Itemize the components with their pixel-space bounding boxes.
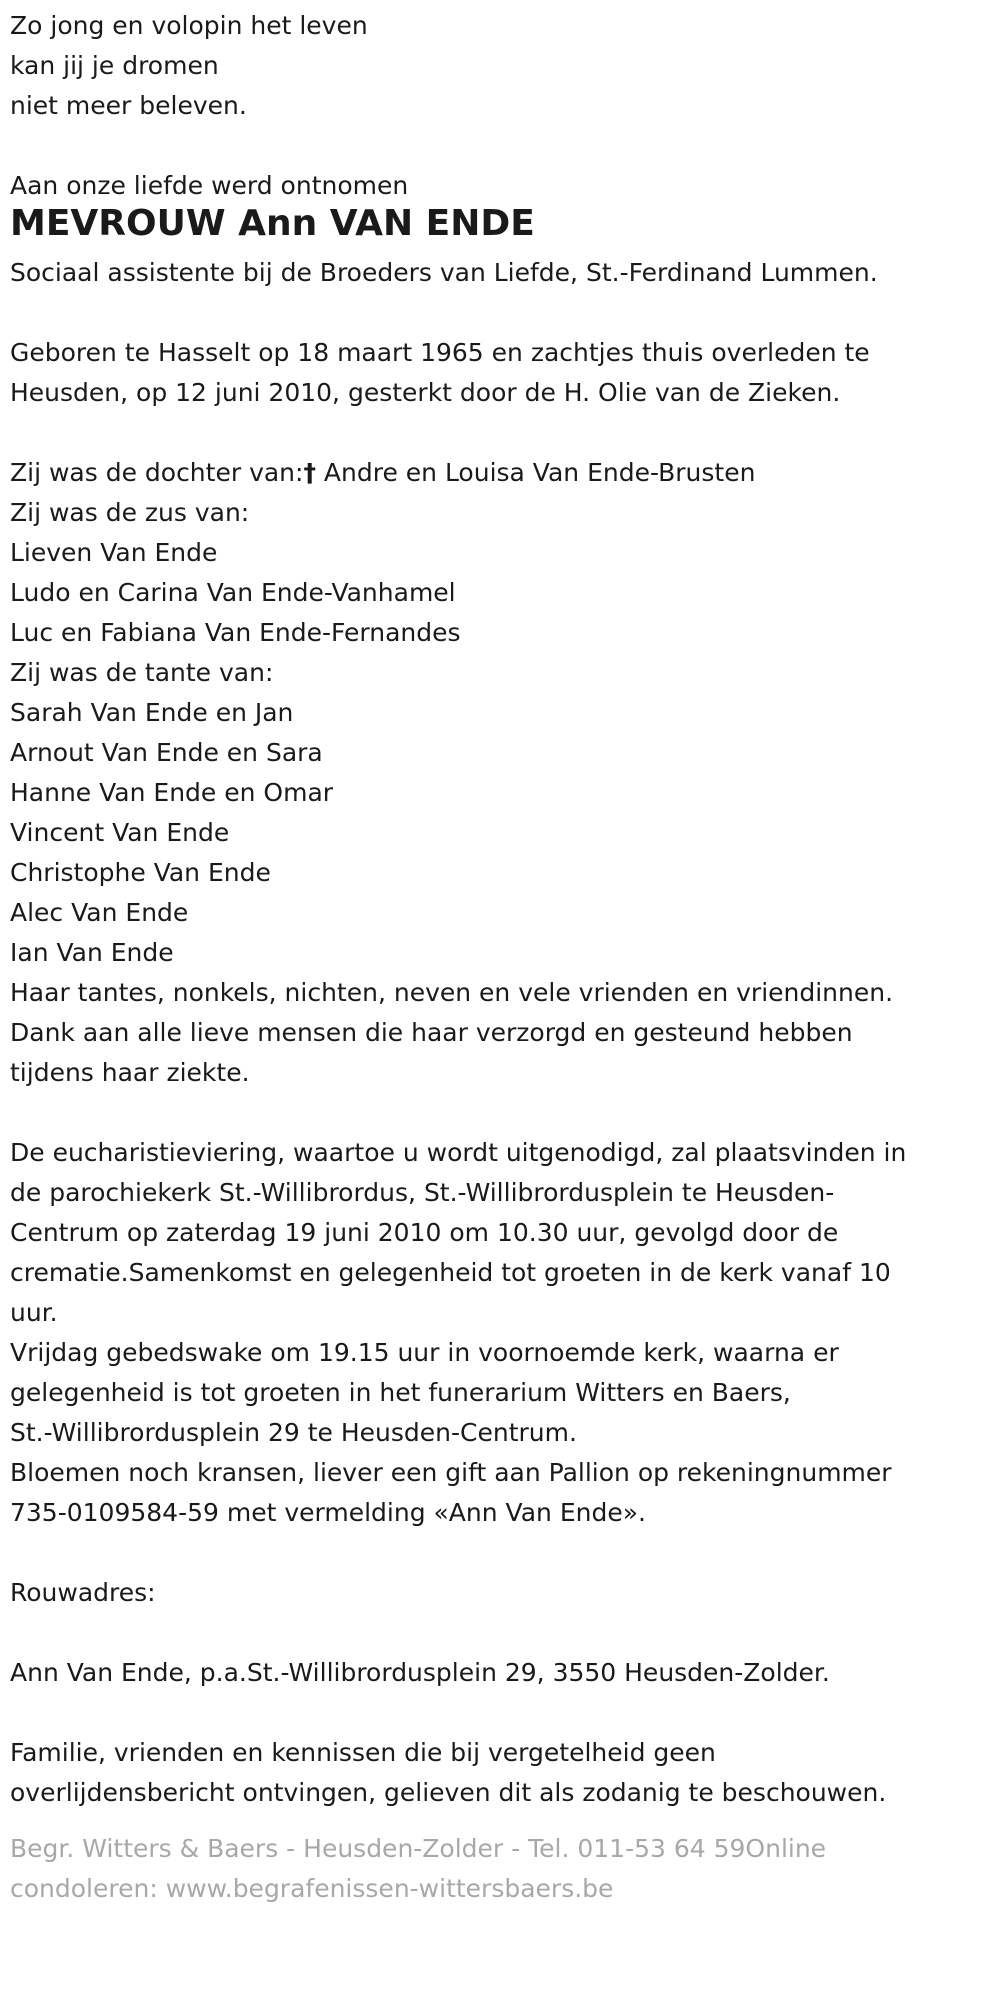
occupation-text: Sociaal assistente bij de Broeders van Liefde, St.-Ferdinand Lummen.	[10, 258, 878, 287]
ceremony-line: Centrum op zaterdag 19 juni 2010 om 10.30 uur, gevolgd door de	[10, 1218, 839, 1247]
family-line: Vincent Van Ende	[10, 818, 230, 847]
deceased-name: MEVROUW Ann VAN ENDE	[10, 203, 535, 244]
family-line: Lieven Van Ende	[10, 538, 218, 567]
ceremony-line: de parochiekerk St.-Willibrordus, St.-Willibrordusplein te Heusden-	[10, 1178, 835, 1207]
ceremony-line: crematie.Samenkomst en gelegenheid tot groeten in de kerk vanaf 10	[10, 1258, 891, 1287]
family-line: Christophe Van Ende	[10, 858, 271, 887]
footer-line: Begr. Witters & Baers - Heusden-Zolder - Tel. 011-53 64 59Online	[10, 1834, 827, 1863]
family-line: Zij was de zus van:	[10, 498, 250, 527]
poem	[10, 6, 990, 126]
mourning-address-label: Rouwadres:	[10, 1578, 156, 1607]
ceremony-section	[10, 1133, 990, 1533]
spacer	[10, 293, 990, 333]
family-line: tijdens haar ziekte.	[10, 1058, 250, 1087]
birth-death-line: Geboren te Hasselt op 18 maart 1965 en zachtjes thuis overleden te	[10, 338, 870, 367]
family-line: Hanne Van Ende en Omar	[10, 778, 334, 807]
birth-death-section	[10, 333, 990, 413]
intro-text: Aan onze liefde werd ontnomen	[10, 171, 409, 200]
ceremony-line: 735-0109584-59 met vermelding «Ann Van Ende».	[10, 1498, 646, 1527]
spacer	[10, 1613, 990, 1653]
family-line: Dank aan alle lieve mensen die haar verzorgd en gesteund hebben	[10, 1018, 853, 1047]
family-line: Ludo en Carina Van Ende-Vanhamel	[10, 578, 456, 607]
cross-icon: †	[303, 458, 316, 487]
spacer	[10, 413, 990, 453]
ceremony-line: De eucharistieviering, waartoe u wordt uitgenodigd, zal plaatsvinden in	[10, 1138, 907, 1167]
family-line: Sarah Van Ende en Jan	[10, 698, 294, 727]
footer-line: condoleren: www.begrafenissen-wittersbaers.be	[10, 1874, 614, 1903]
poem-line: niet meer beleven.	[10, 91, 247, 120]
parents-names: Andre en Louisa Van Ende-Brusten	[315, 458, 756, 487]
ceremony-line: gelegenheid is tot groeten in het funerarium Witters en Baers,	[10, 1378, 791, 1407]
daughter-of-line	[10, 453, 990, 493]
title-wrap	[10, 203, 990, 252]
family-line: Ian Van Ende	[10, 938, 174, 967]
daughter-of-label: Zij was de dochter van:	[10, 458, 304, 487]
ceremony-line: uur.	[10, 1298, 58, 1327]
ceremony-line: Vrijdag gebedswake om 19.15 uur in voornoemde kerk, waarna er	[10, 1338, 839, 1367]
family-line: Alec Van Ende	[10, 898, 189, 927]
ceremony-line: St.-Willibrordusplein 29 te Heusden-Centrum.	[10, 1418, 577, 1447]
poem-line: kan jij je dromen	[10, 51, 219, 80]
ceremony-line: Bloemen noch kransen, liever een gift aan Pallion op rekeningnummer	[10, 1458, 892, 1487]
spacer	[10, 1693, 990, 1733]
poem-line: Zo jong en volopin het leven	[10, 11, 368, 40]
birth-death-line: Heusden, op 12 juni 2010, gesterkt door de H. Olie van de Zieken.	[10, 378, 841, 407]
spacer	[10, 126, 990, 166]
footer	[10, 1829, 990, 1909]
family-line: Zij was de tante van:	[10, 658, 274, 687]
closing-line: Familie, vrienden en kennissen die bij vergetelheid geen	[10, 1738, 716, 1767]
family-section	[10, 453, 990, 1093]
family-line: Arnout Van Ende en Sara	[10, 738, 323, 767]
family-line: Luc en Fabiana Van Ende-Fernandes	[10, 618, 461, 647]
closing-line: overlijdensbericht ontvingen, gelieven dit als zodanig te beschouwen.	[10, 1778, 887, 1807]
closing-section	[10, 1733, 990, 1813]
mourning-address: Ann Van Ende, p.a.St.-Willibrordusplein 29, 3550 Heusden-Zolder.	[10, 1658, 830, 1687]
spacer	[10, 1093, 990, 1133]
spacer	[10, 1533, 990, 1573]
family-line: Haar tantes, nonkels, nichten, neven en vele vrienden en vriendinnen.	[10, 978, 894, 1007]
